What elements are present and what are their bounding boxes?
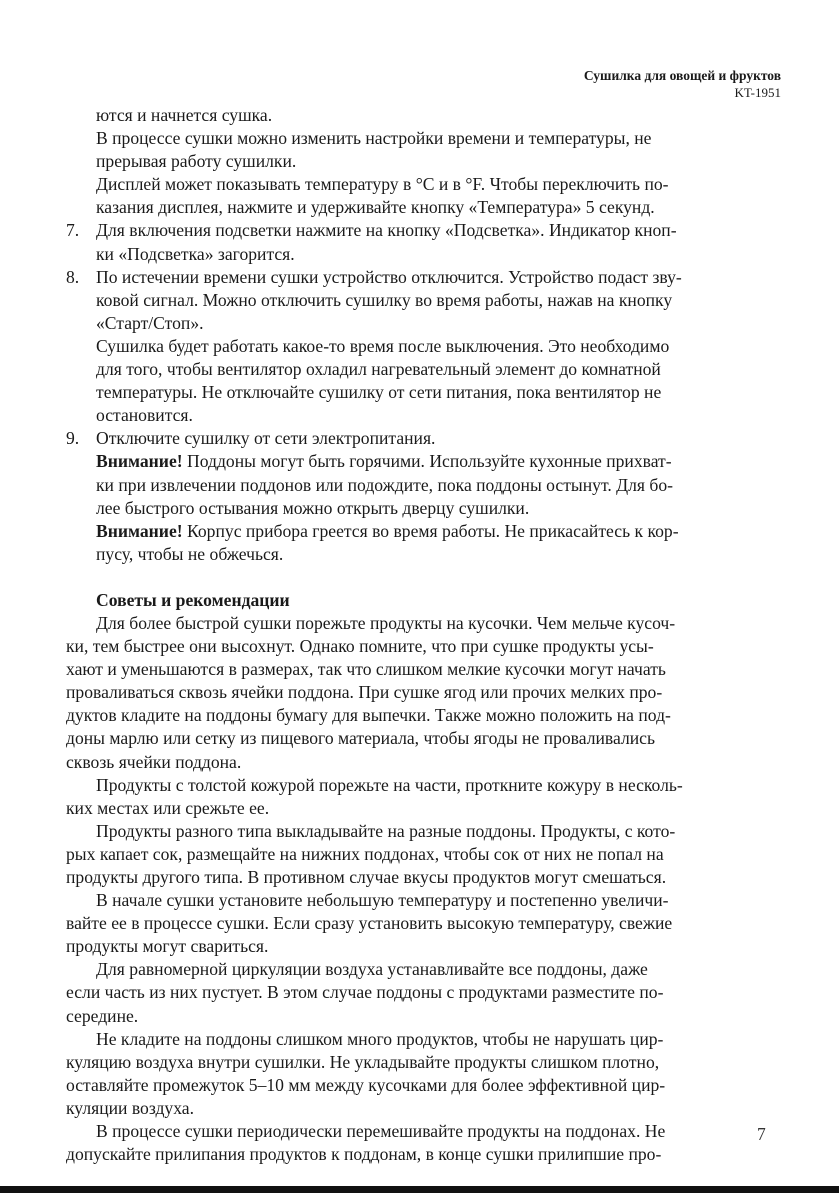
text-line: В процессе сушки можно изменить настройки времени и температуры, не — [96, 128, 652, 149]
text-line: Для более быстрой сушки порежьте продукты на кусочки. Чем мельче кусоч- — [96, 612, 676, 633]
list-number: 8. — [66, 266, 80, 287]
text-line: Для включения подсветки нажмите на кнопку «Подсветка». Индикатор кноп- — [96, 220, 677, 241]
section-heading: Советы и рекомендации — [96, 589, 290, 610]
text-line: Продукты разного типа выкладывайте на разные поддоны. Продукты, с кото- — [96, 820, 676, 841]
text-line: прерывая работу сушилки. — [96, 151, 297, 172]
text-line: ких местах или срежьте ее. — [66, 797, 270, 818]
text-line: «Старт/Стоп». — [96, 312, 204, 333]
running-header — [584, 67, 781, 101]
text-line: проваливаться сквозь ячейки поддона. При сушке ягод или прочих мелких про- — [66, 682, 663, 703]
text-line: Для равномерной циркуляции воздуха устанавливайте все поддоны, даже — [96, 959, 648, 980]
warning-text: Поддоны могут быть горячими. Используйте кухонные прихват- — [182, 451, 672, 472]
text-line: ются и начнется сушка. — [96, 105, 273, 125]
paragraph-5 — [66, 958, 771, 1027]
text-line: рых капает сок, размещайте на нижних поддонах, чтобы сок от них не попал на — [66, 843, 664, 864]
page-number: 7 — [757, 1124, 766, 1144]
text-line: В процессе сушки периодически перемешивайте продукты на поддонах. Не — [96, 1121, 666, 1142]
text-line: если часть из них пустует. В этом случае поддоны с продуктами разместите по- — [66, 982, 664, 1003]
warning-text: Корпус прибора греется во время работы. Не прикасайтесь к кор- — [182, 520, 679, 541]
text-line: температуры. Не отключайте сушилку от сети питания, пока вентилятор не — [96, 382, 662, 403]
paragraph-4 — [66, 889, 771, 958]
warning-line — [96, 520, 771, 543]
text-line: продукты другого типа. В противном случае вкусы продуктов могут смешаться. — [66, 867, 667, 887]
text-line: допускайте прилипания продуктов к поддонам, в конце сушки прилипшие про- — [66, 1144, 662, 1165]
text-line: дуктов кладите на поддоны бумагу для выпечки. Также можно положить на под- — [66, 705, 671, 726]
spacer — [66, 566, 771, 589]
paragraph-6 — [66, 1028, 771, 1120]
text-line: пусу, чтобы не обжечься. — [96, 543, 284, 564]
text-line: Сушилка будет работать какое-то время после выключения. Это необходимо — [96, 335, 670, 356]
text-line: вайте ее в процессе сушки. Если сразу установить высокую температуру, свежие — [66, 913, 673, 934]
list-number: 9. — [66, 428, 80, 449]
text-line: ковой сигнал. Можно отключить сушилку во время работы, нажав на кнопку — [96, 289, 673, 310]
text-line: Дисплей может показывать температуру в °С и в °F. Чтобы переключить по- — [96, 174, 669, 195]
text-line: доны марлю или сетку из пищевого материала, чтобы ягоды не проваливались — [66, 728, 655, 749]
text-line: продукты могут свариться. — [66, 936, 269, 957]
list-item-8 — [66, 266, 771, 428]
text-line: ки «Подсветка» загорится. — [96, 243, 295, 264]
text-line: сквозь ячейки поддона. — [66, 751, 242, 772]
text-line: Отключите сушилку от сети электропитания. — [96, 428, 436, 449]
paragraph-2 — [66, 774, 771, 820]
header-title: Сушилка для овощей и фруктов — [583, 68, 781, 83]
text-line: остановится. — [96, 405, 193, 426]
bottom-edge-rule — [0, 1186, 839, 1193]
list-item-7 — [66, 219, 771, 265]
warning-label: Внимание! — [96, 520, 183, 541]
text-line: ки, тем быстрее они высохнут. Однако помните, что при сушке продукты усы- — [66, 636, 654, 657]
text-line: хают и уменьшаются в размерах, так что слишком мелкие кусочки могут начать — [66, 659, 666, 680]
text-line: для того, чтобы вентилятор охладил нагревательный элемент до комнатной — [96, 359, 661, 380]
text-line: куляции воздуха. — [66, 1097, 194, 1118]
text-line: По истечении времени сушки устройство отключится. Устройство подаст зву- — [96, 266, 682, 287]
paragraph-3 — [66, 820, 771, 889]
text-line: В начале сушки установите небольшую температуру и постепенно увеличи- — [96, 890, 669, 911]
text-line: середине. — [66, 1005, 139, 1026]
text-line: Не кладите на поддоны слишком много продуктов, чтобы не нарушать цир- — [96, 1028, 664, 1049]
list-number: 7. — [66, 220, 80, 241]
text-line: казания дисплея, нажмите и удерживайте кнопку «Температура» 5 секунд. — [96, 197, 655, 218]
text-line: оставляйте промежуток 5–10 мм между кусочками для более эффективной цир- — [66, 1074, 666, 1095]
body-text — [66, 104, 771, 1166]
text-line: куляцию воздуха внутри сушилки. Не укладывайте продукты слишком плотно, — [66, 1051, 660, 1072]
header-model: KT-1951 — [734, 85, 781, 100]
warning-label: Внимание! — [96, 451, 183, 472]
paragraph-7 — [66, 1120, 771, 1166]
text-line: лее быстрого остывания можно открыть дверцу сушилки. — [96, 497, 530, 518]
list-item-9 — [66, 427, 771, 566]
paragraph-1 — [66, 612, 771, 774]
warning-line — [96, 450, 771, 473]
text-line: ки при извлечении поддонов или подождите, пока поддоны остынут. Для бо- — [96, 474, 673, 495]
text-line: Продукты с толстой кожурой порежьте на части, проткните кожуру в несколь- — [96, 774, 683, 795]
